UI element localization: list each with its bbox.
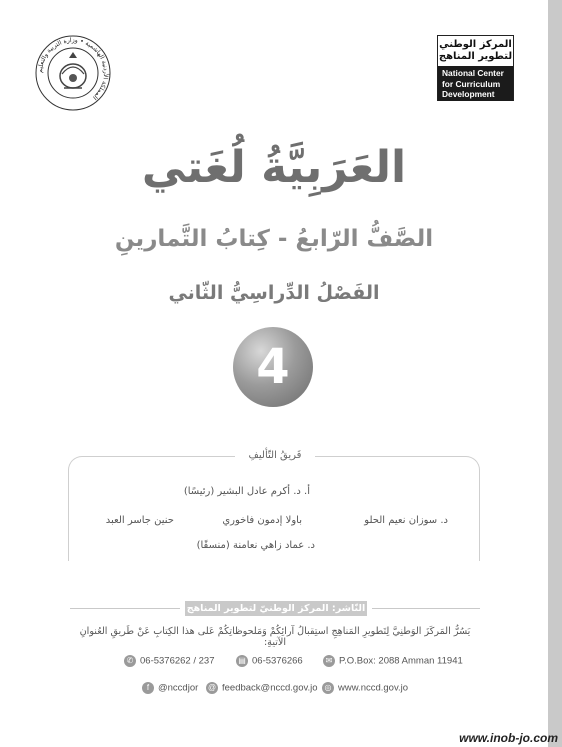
author-member-3: حنين جاسر العبد — [105, 515, 174, 526]
logo-en-line1: National Center — [442, 68, 504, 78]
facebook-text[interactable]: @nccdjor — [158, 682, 199, 694]
author-member-1: د. سوزان نعيم الحلو — [364, 515, 448, 526]
watermark-url: www.inob-jo.com — [459, 731, 558, 745]
author-coordinator: د. عماد زاهي نعامنة (منسقًا) — [196, 540, 315, 551]
author-lead: أ. د. أكرم عادل البشير (رئيسًا) — [183, 486, 310, 497]
seal-text: المملكة الأردنية الهاشمية • وزارة التربية والتعليم — [36, 36, 110, 101]
team-label: فَريقُ التّأليفِ — [235, 450, 315, 461]
logo-en-line3: Development — [442, 89, 495, 99]
feedback-invite: يَسُرُّ المَركَزَ الوَطنِيَّ لِتَطويرِ المَناهِجِ استِقبالُ آرائِكُمْ وَمَلحوظاتِكُمْ عَلى هذا الكِتابِ عَنْ طَريقِ العُنوانِ الآتيةِ: — [79, 626, 471, 648]
divider-left — [70, 608, 180, 609]
grade-number-badge: 4 — [233, 327, 313, 407]
email-text[interactable]: feedback@nccd.gov.jo — [222, 682, 318, 694]
book-subtitle: الصَّفُّ الرّابعُ - كِتابُ التَّمارينِ — [114, 226, 434, 252]
semester-label: الفَصْلُ الدِّراسِيُّ الثّاني — [168, 282, 380, 304]
mail-icon: ✉ — [323, 655, 335, 667]
contact-web[interactable] — [322, 682, 408, 694]
publisher-label: النّاشر: المركز الوطنيّ لتطوير المناهج — [186, 603, 366, 614]
phone-icon: ✆ — [124, 655, 136, 667]
logo-en-line2: for Curriculum — [442, 78, 501, 89]
facebook-icon: f — [142, 682, 154, 694]
fax-text: 06-5376266 — [252, 655, 303, 667]
logo-ar-line2: لتطوير المناهج — [438, 51, 513, 62]
email-icon: @ — [207, 683, 217, 692]
contact-pobox — [323, 655, 463, 667]
web-text[interactable]: www.nccd.gov.jo — [338, 682, 409, 694]
contact-email[interactable] — [206, 682, 318, 694]
ministry-seal-icon — [34, 34, 112, 112]
book-title: العَرَبِيَّةُ لُغَتي — [141, 142, 407, 193]
author-member-2: باولا إدمون فاخوري — [222, 515, 302, 526]
contact-facebook[interactable] — [142, 682, 198, 694]
contact-fax — [236, 655, 303, 667]
fax-icon: ▤ — [236, 655, 248, 667]
page-edge-strip — [548, 0, 562, 747]
contact-phone — [124, 655, 214, 667]
globe-icon: ◎ — [322, 682, 334, 694]
logo-ar-line1: المركز الوطني — [439, 39, 512, 50]
nccd-logo — [437, 35, 514, 101]
phone-text: 06-5376262 / 237 — [140, 655, 215, 667]
pobox-text: P.O.Box: 2088 Amman 11941 — [339, 655, 463, 667]
divider-right — [372, 608, 480, 609]
